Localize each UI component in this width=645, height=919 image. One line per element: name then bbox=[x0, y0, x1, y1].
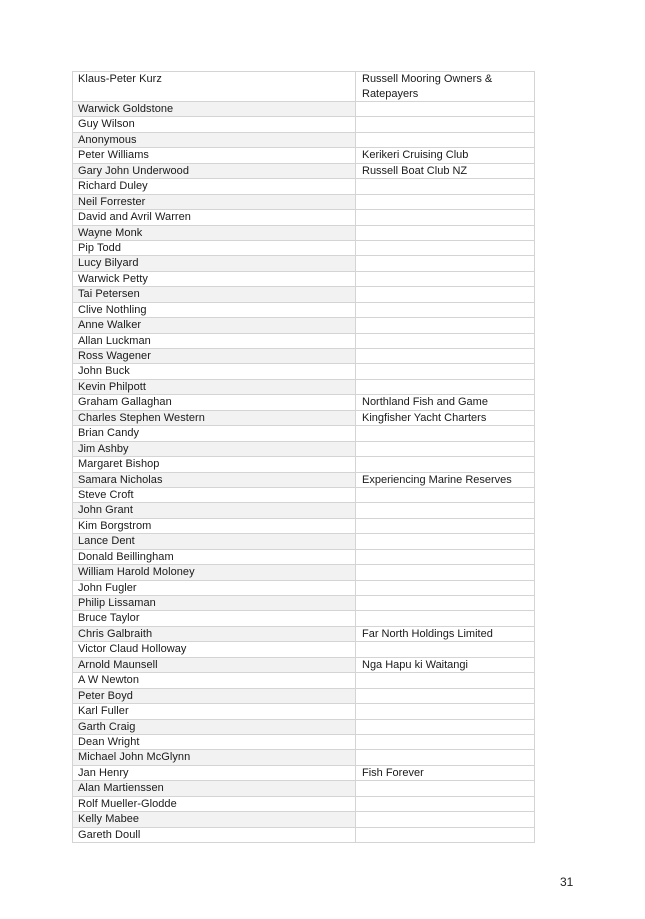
submitter-name-cell: Gary John Underwood bbox=[73, 163, 356, 178]
organisation-cell bbox=[356, 549, 535, 564]
submitter-name-cell: Charles Stephen Western bbox=[73, 410, 356, 425]
organisation-cell bbox=[356, 503, 535, 518]
organisation-cell: Fish Forever bbox=[356, 765, 535, 780]
submitter-name-cell: Kelly Mabee bbox=[73, 812, 356, 827]
submitters-table-body bbox=[73, 72, 535, 843]
table-row bbox=[73, 210, 535, 225]
submitter-name-cell: Tai Petersen bbox=[73, 287, 356, 302]
submitter-name-cell: Philip Lissaman bbox=[73, 596, 356, 611]
organisation-cell bbox=[356, 611, 535, 626]
submitter-name-cell: Anne Walker bbox=[73, 318, 356, 333]
table-row bbox=[73, 102, 535, 117]
organisation-cell bbox=[356, 781, 535, 796]
organisation-cell bbox=[356, 457, 535, 472]
organisation-cell: Nga Hapu ki Waitangi bbox=[356, 657, 535, 672]
table-row bbox=[73, 410, 535, 425]
organisation-cell: Far North Holdings Limited bbox=[356, 626, 535, 641]
organisation-cell: Kingfisher Yacht Charters bbox=[356, 410, 535, 425]
table-row bbox=[73, 704, 535, 719]
table-row bbox=[73, 287, 535, 302]
submitter-name-cell: Ross Wagener bbox=[73, 349, 356, 364]
organisation-cell bbox=[356, 271, 535, 286]
submitters-table bbox=[72, 71, 535, 843]
submitter-name-cell: Jim Ashby bbox=[73, 441, 356, 456]
table-row bbox=[73, 688, 535, 703]
submitter-name-cell: Lucy Bilyard bbox=[73, 256, 356, 271]
table-row bbox=[73, 179, 535, 194]
page-number: 31 bbox=[560, 875, 574, 889]
table-row bbox=[73, 750, 535, 765]
table-row bbox=[73, 626, 535, 641]
table-row bbox=[73, 148, 535, 163]
organisation-cell bbox=[356, 812, 535, 827]
submitter-name-cell: Donald Beillingham bbox=[73, 549, 356, 564]
table-row bbox=[73, 765, 535, 780]
organisation-cell bbox=[356, 102, 535, 117]
table-row bbox=[73, 379, 535, 394]
submitter-name-cell: Kevin Philpott bbox=[73, 379, 356, 394]
organisation-cell: Russell Boat Club NZ bbox=[356, 163, 535, 178]
organisation-cell bbox=[356, 318, 535, 333]
table-row bbox=[73, 117, 535, 132]
table-row bbox=[73, 333, 535, 348]
table-row bbox=[73, 240, 535, 255]
organisation-cell bbox=[356, 364, 535, 379]
table-row bbox=[73, 72, 535, 102]
organisation-cell: Experiencing Marine Reserves bbox=[356, 472, 535, 487]
table-row bbox=[73, 395, 535, 410]
table-row bbox=[73, 518, 535, 533]
table-row bbox=[73, 503, 535, 518]
organisation-cell bbox=[356, 565, 535, 580]
organisation-cell bbox=[356, 796, 535, 811]
table-row bbox=[73, 318, 535, 333]
submitter-name-cell: John Grant bbox=[73, 503, 356, 518]
organisation-cell bbox=[356, 518, 535, 533]
organisation-cell bbox=[356, 673, 535, 688]
table-row bbox=[73, 796, 535, 811]
organisation-cell bbox=[356, 534, 535, 549]
submitter-name-cell: Michael John McGlynn bbox=[73, 750, 356, 765]
table-row bbox=[73, 549, 535, 564]
submitter-name-cell: Chris Galbraith bbox=[73, 626, 356, 641]
organisation-cell: Russell Mooring Owners & Ratepayers bbox=[356, 72, 535, 102]
submitter-name-cell: Anonymous bbox=[73, 132, 356, 147]
organisation-cell bbox=[356, 487, 535, 502]
table-row bbox=[73, 457, 535, 472]
table-row bbox=[73, 719, 535, 734]
organisation-cell bbox=[356, 642, 535, 657]
table-row bbox=[73, 441, 535, 456]
submitter-name-cell: Allan Luckman bbox=[73, 333, 356, 348]
organisation-cell bbox=[356, 426, 535, 441]
organisation-cell bbox=[356, 194, 535, 209]
submitter-name-cell: Neil Forrester bbox=[73, 194, 356, 209]
table-row bbox=[73, 426, 535, 441]
organisation-cell bbox=[356, 734, 535, 749]
organisation-cell bbox=[356, 349, 535, 364]
table-row bbox=[73, 271, 535, 286]
organisation-cell bbox=[356, 580, 535, 595]
organisation-cell bbox=[356, 827, 535, 842]
submitter-name-cell: Bruce Taylor bbox=[73, 611, 356, 626]
table-row bbox=[73, 642, 535, 657]
organisation-cell bbox=[356, 256, 535, 271]
organisation-cell: Kerikeri Cruising Club bbox=[356, 148, 535, 163]
table-row bbox=[73, 611, 535, 626]
organisation-cell bbox=[356, 132, 535, 147]
table-row bbox=[73, 364, 535, 379]
organisation-cell bbox=[356, 333, 535, 348]
organisation-cell bbox=[356, 596, 535, 611]
organisation-cell bbox=[356, 117, 535, 132]
submitter-name-cell: Steve Croft bbox=[73, 487, 356, 502]
organisation-cell bbox=[356, 441, 535, 456]
submitter-name-cell: Garth Craig bbox=[73, 719, 356, 734]
submitter-name-cell: Wayne Monk bbox=[73, 225, 356, 240]
organisation-cell bbox=[356, 179, 535, 194]
submitter-name-cell: Margaret Bishop bbox=[73, 457, 356, 472]
submitter-name-cell: Peter Williams bbox=[73, 148, 356, 163]
submitter-name-cell: John Buck bbox=[73, 364, 356, 379]
submitter-name-cell: A W Newton bbox=[73, 673, 356, 688]
submitter-name-cell: Klaus-Peter Kurz bbox=[73, 72, 356, 102]
submitter-name-cell: Warwick Goldstone bbox=[73, 102, 356, 117]
table-row bbox=[73, 565, 535, 580]
submitter-name-cell: Alan Martienssen bbox=[73, 781, 356, 796]
table-row bbox=[73, 534, 535, 549]
submitter-name-cell: Pip Todd bbox=[73, 240, 356, 255]
submitter-name-cell: Richard Duley bbox=[73, 179, 356, 194]
submitter-name-cell: Guy Wilson bbox=[73, 117, 356, 132]
organisation-cell: Northland Fish and Game bbox=[356, 395, 535, 410]
organisation-cell bbox=[356, 719, 535, 734]
table-row bbox=[73, 673, 535, 688]
organisation-cell bbox=[356, 379, 535, 394]
submitter-name-cell: Peter Boyd bbox=[73, 688, 356, 703]
table-row bbox=[73, 472, 535, 487]
table-row bbox=[73, 781, 535, 796]
table-row bbox=[73, 349, 535, 364]
organisation-cell bbox=[356, 750, 535, 765]
submitter-name-cell: Karl Fuller bbox=[73, 704, 356, 719]
submitter-name-cell: Clive Nothling bbox=[73, 302, 356, 317]
table-row bbox=[73, 580, 535, 595]
submitter-name-cell: Dean Wright bbox=[73, 734, 356, 749]
table-row bbox=[73, 596, 535, 611]
organisation-cell bbox=[356, 287, 535, 302]
table-row bbox=[73, 225, 535, 240]
table-row bbox=[73, 256, 535, 271]
organisation-cell bbox=[356, 302, 535, 317]
submitter-name-cell: Victor Claud Holloway bbox=[73, 642, 356, 657]
organisation-cell bbox=[356, 210, 535, 225]
table-row bbox=[73, 812, 535, 827]
organisation-cell bbox=[356, 225, 535, 240]
submitter-name-cell: Graham Gallaghan bbox=[73, 395, 356, 410]
table-row bbox=[73, 194, 535, 209]
submitter-name-cell: William Harold Moloney bbox=[73, 565, 356, 580]
submitter-name-cell: Kim Borgstrom bbox=[73, 518, 356, 533]
table-row bbox=[73, 487, 535, 502]
organisation-cell bbox=[356, 688, 535, 703]
submitter-name-cell: Jan Henry bbox=[73, 765, 356, 780]
submitter-name-cell: Warwick Petty bbox=[73, 271, 356, 286]
submitter-name-cell: Arnold Maunsell bbox=[73, 657, 356, 672]
table-row bbox=[73, 734, 535, 749]
submitter-name-cell: Gareth Doull bbox=[73, 827, 356, 842]
organisation-cell bbox=[356, 240, 535, 255]
table-row bbox=[73, 657, 535, 672]
table-row bbox=[73, 302, 535, 317]
submitter-name-cell: Samara Nicholas bbox=[73, 472, 356, 487]
submitter-name-cell: David and Avril Warren bbox=[73, 210, 356, 225]
submitter-name-cell: John Fugler bbox=[73, 580, 356, 595]
submitter-name-cell: Rolf Mueller-Glodde bbox=[73, 796, 356, 811]
table-row bbox=[73, 132, 535, 147]
table-row bbox=[73, 163, 535, 178]
submitter-name-cell: Brian Candy bbox=[73, 426, 356, 441]
table-row bbox=[73, 827, 535, 842]
submitter-name-cell: Lance Dent bbox=[73, 534, 356, 549]
organisation-cell bbox=[356, 704, 535, 719]
